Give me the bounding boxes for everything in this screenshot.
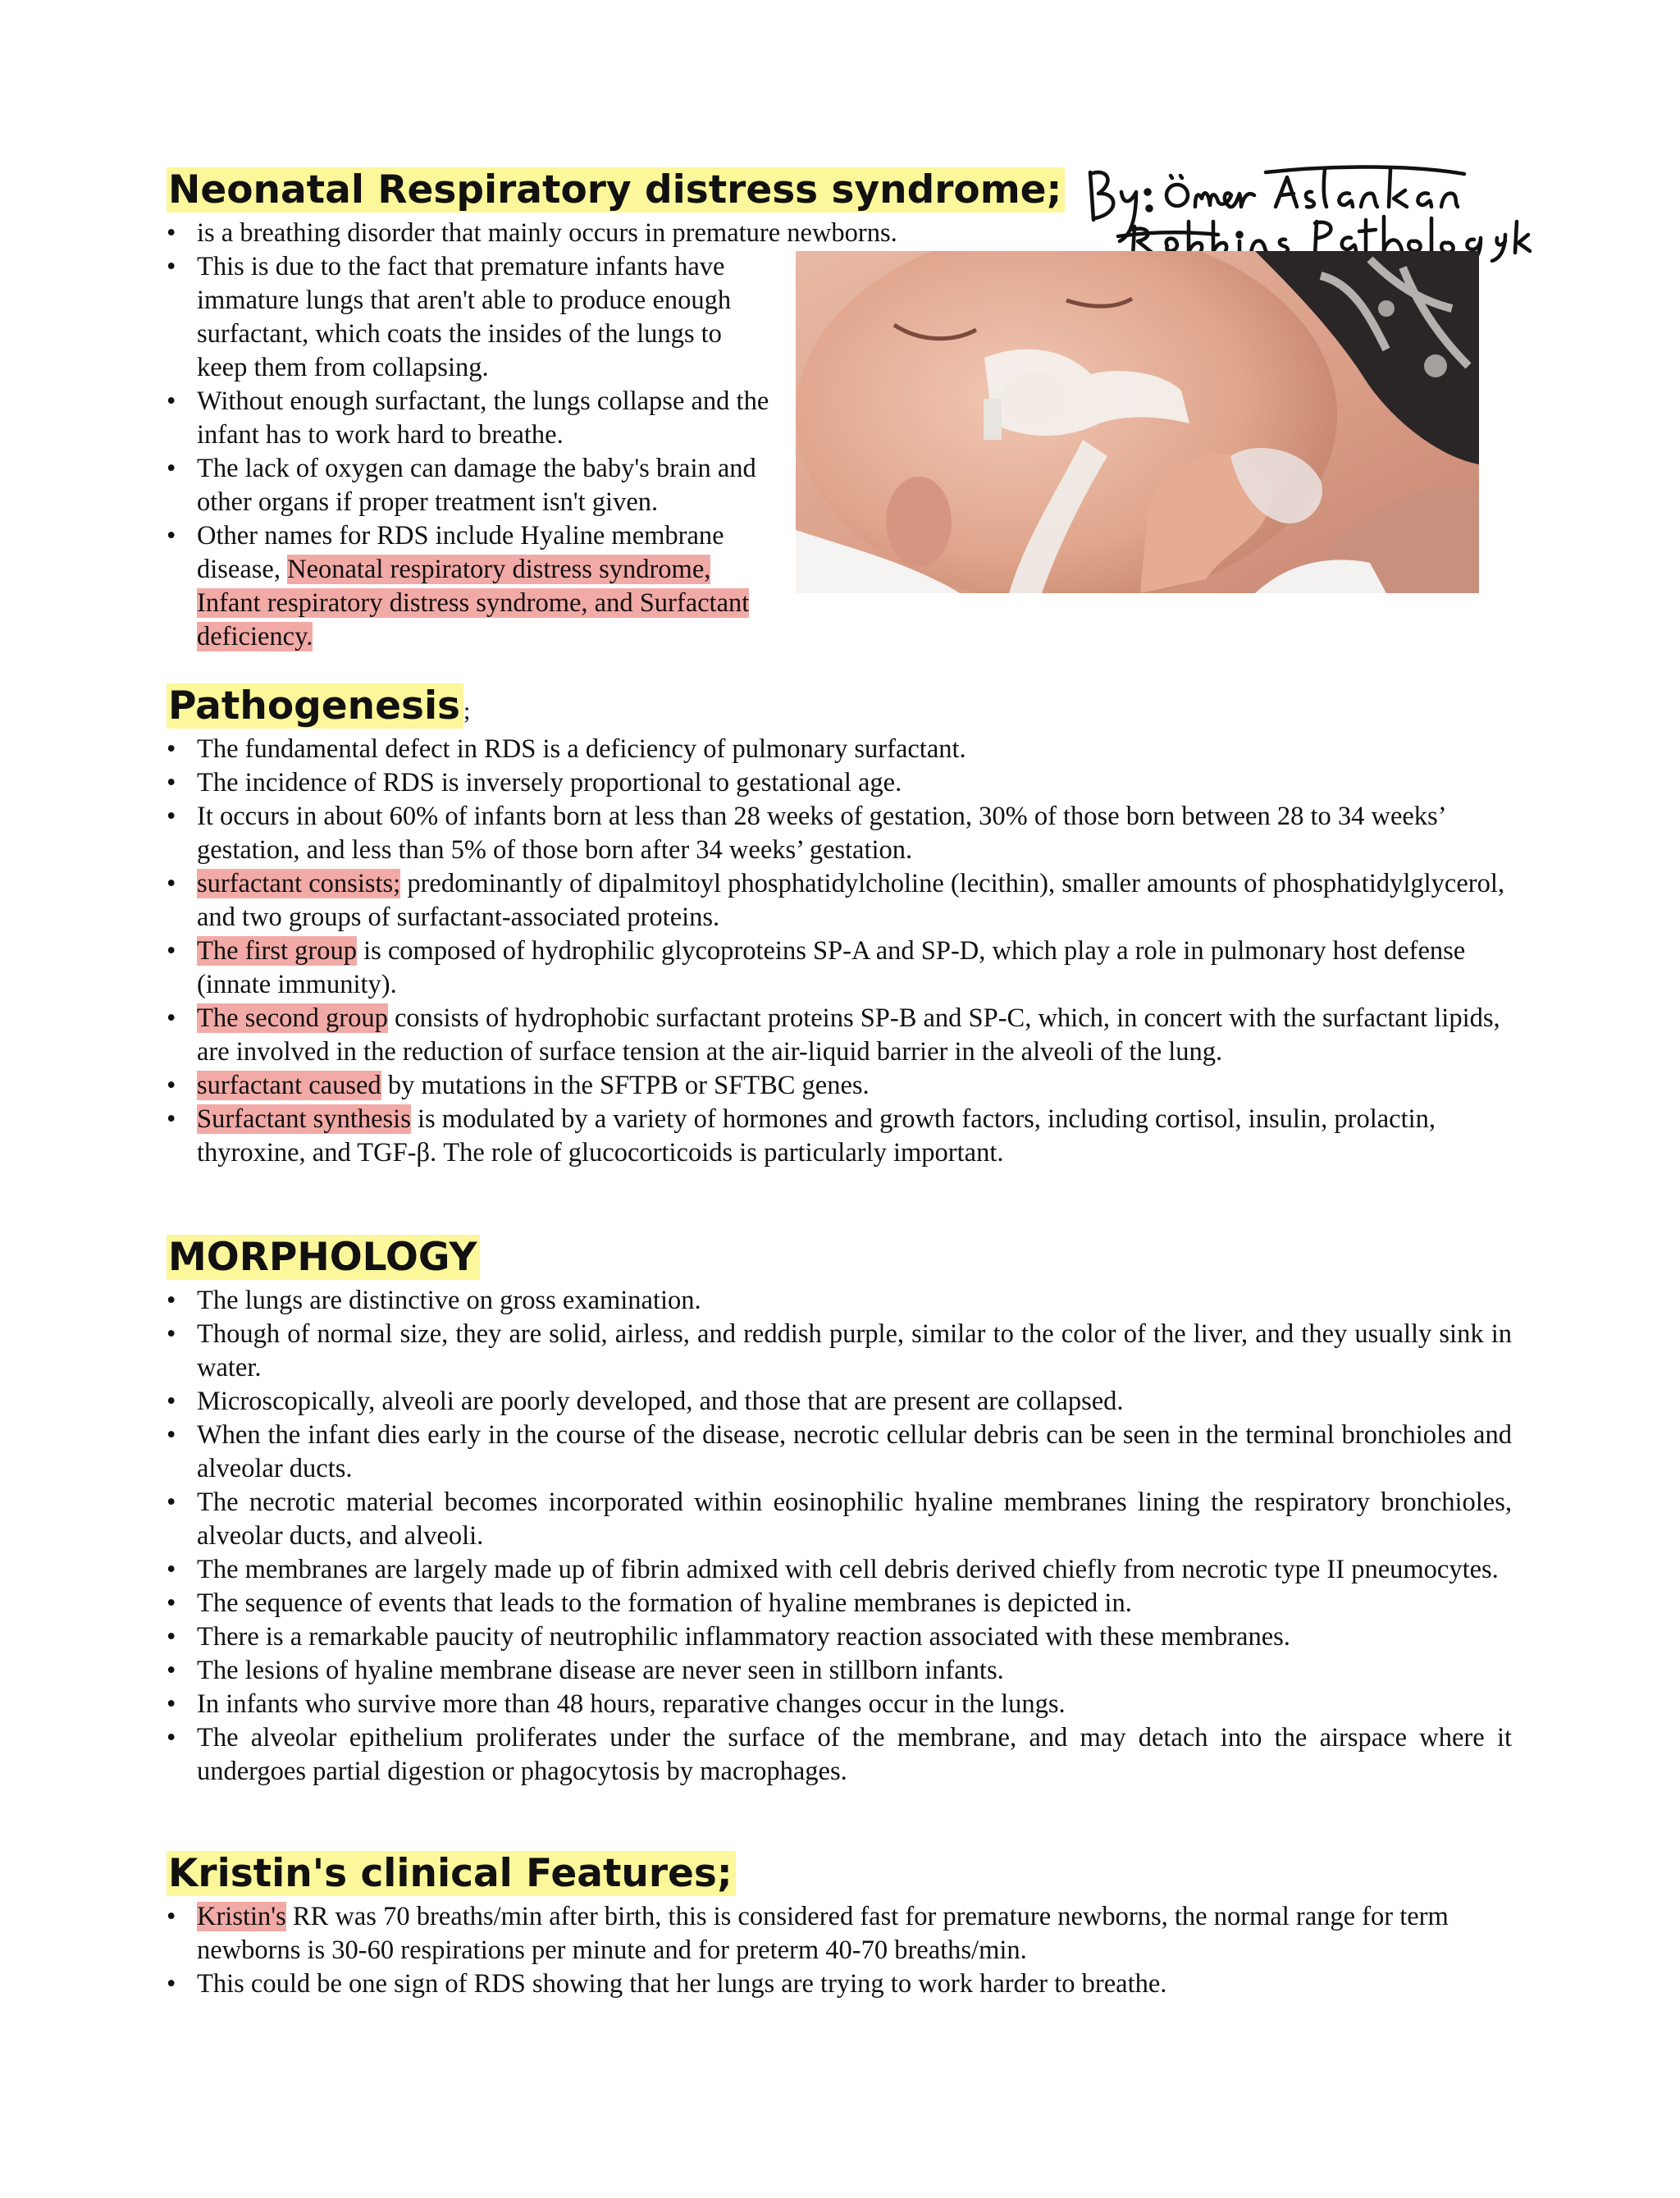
list-item [167,217,987,250]
list-item [167,1688,1512,1721]
list-item [167,934,1512,1002]
title-semicolon: ; [463,697,471,724]
bullet-text: RR was 70 breaths/min after birth, this is considered fast for premature newborns, the normal range for term newborns is 30-60 respirations per minute and for preterm 40-70 breaths/min. [197,1902,1449,1965]
bullet-text: When the infant dies early in the course of the disease, necrotic cellular debris can be seen in the terminal bronchioles and alveolar ducts. [197,1420,1512,1483]
list-item [167,1002,1512,1069]
bullet-text: is composed of hydrophilic glycoproteins SP-A and SP-D, which play a role in pulmonary host defense (innate immunity). [197,936,1466,999]
highlighted-text: Neonatal respiratory distress syndrome, Infant respiratory distress syndrome, and Surfactant deficiency. [197,555,750,651]
bullet-text: There is a remarkable paucity of neutrophilic inflammatory reaction associated with these membranes. [197,1622,1290,1652]
highlighted-text: Kristin's [197,1902,286,1931]
bullet-text: predominantly of dipalmitoyl phosphatidylcholine (lecithin), smaller amounts of phosphatidylglycerol, and two groups of surfactant-associated proteins. [197,869,1505,932]
bullet-text: Though of normal size, they are solid, airless, and reddish purple, similar to the color of the liver, and they usually sink in water. [197,1319,1512,1382]
premature-infant-photo [796,251,1479,593]
morphology-bullets [167,1284,1512,1789]
list-item [167,1967,1512,2001]
bullet-text: by mutations in the SFTPB or SFTBC genes. [381,1071,870,1100]
list-item [167,1103,1477,1170]
list-item [167,766,1512,800]
highlighted-text: The first group [197,936,357,966]
list-item [167,800,1509,867]
list-item [167,250,771,385]
bullet-text: Without enough surfactant, the lungs collapse and the infant has to work hard to breathe. [197,386,769,450]
bullet-text: In infants who survive more than 48 hours, reparative changes occur in the lungs. [197,1689,1066,1719]
section-title-neonatal-rds [167,167,1065,213]
title-highlight: Pathogenesis [167,683,463,729]
bullet-text: It occurs in about 60% of infants born at less than 28 weeks of gestation, 30% of those born between 28 to 34 weeks’ gestation, and less than 5% of those born after 34 weeks’ gestation. [197,802,1445,865]
list-item [167,1385,1512,1419]
list-item [167,1900,1512,1967]
list-item [167,385,771,452]
list-item [167,1419,1512,1486]
handwritten-signature [1079,156,1538,263]
title-highlight: MORPHOLOGY [167,1235,480,1280]
bullet-text: Microscopically, alveoli are poorly developed, and those that are present are collapsed. [197,1387,1124,1416]
clinical-bullets [167,1900,1512,2001]
bullet-text: This is due to the fact that premature infants have immature lungs that aren't able to produce enough surfactant, which coats the insides of the lungs to keep them from collapsing. [197,252,732,382]
section-title-clinical-features [167,1851,736,1897]
list-item [167,733,1512,766]
list-item [167,452,771,519]
list-item [167,1486,1512,1553]
list-item [167,1721,1512,1789]
highlighted-text: surfactant consists; [197,869,401,898]
highlighted-text: surfactant caused [197,1071,381,1100]
section-title-pathogenesis [167,683,470,734]
bullet-text: Other names for RDS include Hyaline membrane disease, [197,521,724,584]
list-item [167,1654,1512,1688]
bullet-text: This could be one sign of RDS showing that her lungs are trying to work harder to breathe. [197,1969,1167,1999]
bullet-text: The necrotic material becomes incorporated within eosinophilic hyaline membranes lining the respiratory bronchioles, alveolar ducts, and alveoli. [197,1487,1512,1551]
title-highlight: Kristin's clinical Features; [167,1851,736,1896]
bullet-text: consists of hydrophobic surfactant proteins SP-B and SP-C, which, in concert with the surfactant lipids, are involved in the reduction of surface tension at the air-liquid barrier in the alveoli of the lung. [197,1003,1500,1067]
list-item [167,1318,1512,1385]
pathogenesis-bullets [167,733,1512,1170]
list-item [167,1620,1512,1654]
bullet-text: The incidence of RDS is inversely proportional to gestational age. [197,768,902,797]
bullet-text: The membranes are largely made up of fibrin admixed with cell debris derived chiefly from necrotic type II pneumocytes. [197,1555,1499,1584]
bullet-text: The lack of oxygen can damage the baby's brain and other organs if proper treatment isn't given. [197,454,756,517]
bullet-text: The alveolar epithelium proliferates under the surface of the membrane, and may detach into the airspace where it undergoes partial digestion or phagocytosis by macrophages. [197,1723,1512,1786]
list-item [167,1069,1512,1103]
list-item [167,519,771,654]
bullet-text: The fundamental defect in RDS is a deficiency of pulmonary surfactant. [197,734,966,764]
list-item [167,1284,1512,1318]
bullet-text: The lesions of hyaline membrane disease are never seen in stillborn infants. [197,1656,1004,1685]
highlighted-text: The second group [197,1003,388,1033]
bullet-text: The lungs are distinctive on gross examination. [197,1286,701,1315]
bullet-text: is a breathing disorder that mainly occurs in premature newborns. [197,218,897,248]
bullet-text: The sequence of events that leads to the formation of hyaline membranes is depicted in. [197,1588,1132,1618]
list-item [167,867,1512,934]
title-highlight: Neonatal Respiratory distress syndrome; [167,167,1065,212]
section-title-morphology [167,1235,480,1281]
list-item [167,1553,1512,1587]
bullet-text: is modulated by a variety of hormones and growth factors, including cortisol, insulin, prolactin, thyroxine, and TGF-β. The role of glucocorticoids is particularly important. [197,1104,1436,1168]
list-item [167,1587,1512,1620]
highlighted-text: Surfactant synthesis [197,1104,411,1134]
